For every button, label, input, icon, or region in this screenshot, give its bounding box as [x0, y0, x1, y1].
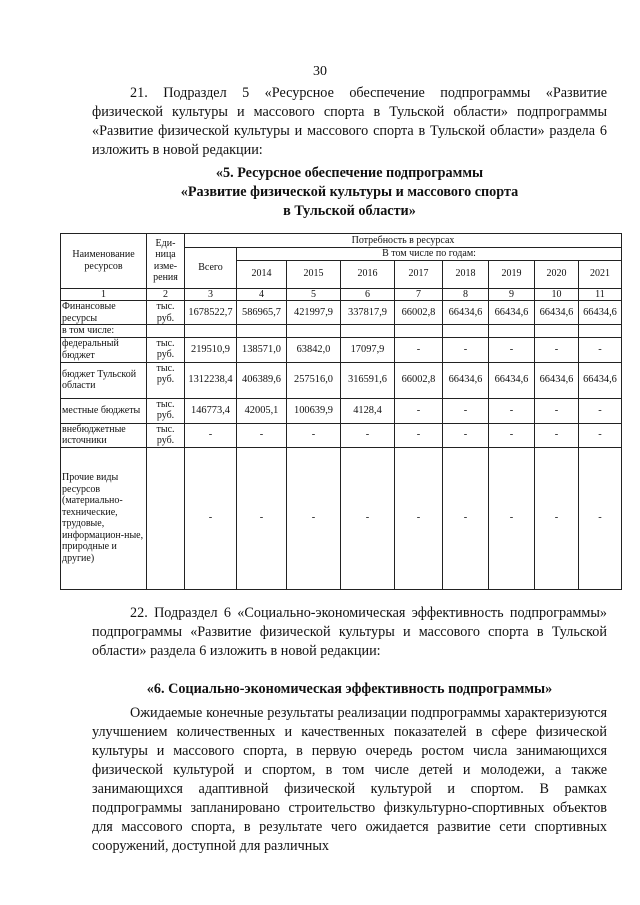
row-value: 316591,6 [341, 362, 395, 398]
row-value: - [443, 398, 489, 423]
row-value: 4128,4 [341, 398, 395, 423]
header-year: 2018 [443, 260, 489, 288]
row-value: - [443, 447, 489, 589]
row-value: 406389,6 [237, 362, 287, 398]
section-5-title-line-2: «Развитие физической культуры и массового спорта [180, 184, 519, 200]
row-value: 63842,0 [287, 337, 341, 362]
row-value: - [489, 398, 535, 423]
row-value: 66434,6 [443, 362, 489, 398]
table-row [61, 325, 622, 338]
row-value [395, 325, 443, 338]
row-value: 66434,6 [443, 301, 489, 325]
row-value: - [443, 337, 489, 362]
header-need: Потребность в ресурсах [185, 234, 622, 248]
row-value: 219510,9 [185, 337, 237, 362]
section-6-title: «6. Социально-экономическая эффективность подпрограммы» [146, 681, 553, 697]
row-value: - [579, 398, 622, 423]
header-unit: Еди- ница изме- рения [147, 234, 185, 289]
header-year: 2015 [287, 260, 341, 288]
row-value: - [535, 423, 579, 447]
row-value: 17097,9 [341, 337, 395, 362]
paragraph-expected-results: Ожидаемые конечные результаты реализации подпрограммы характеризуются улучшением количественных и качественных показателей в сфере физической культуры и массового спорта, в первую очередь ростом числа занимающихся физической культурой и спортом, в том числе детей и молодежи, а также занимающихся адаптивной физической культурой и спортом. В рамках подпрограммы запланировано строительство физкультурно-спортивных объектов для массового спорта, в результате чего ожидается развитие сети спортивных сооружений, доступной для различных [92, 705, 607, 854]
section-5-title [92, 164, 607, 221]
table-row [61, 447, 622, 589]
row-value [535, 325, 579, 338]
row-value: 138571,0 [237, 337, 287, 362]
row-value: 257516,0 [287, 362, 341, 398]
row-unit: тыс. руб. [147, 423, 185, 447]
row-resource-name: в том числе: [61, 325, 147, 338]
row-resource-name: Прочие виды ресурсов (материально-технические, трудовые, информацион-ные, природные и другие) [61, 447, 147, 589]
row-value: - [489, 447, 535, 589]
header-year: 2017 [395, 260, 443, 288]
row-value [579, 325, 622, 338]
row-value: 66434,6 [489, 301, 535, 325]
row-unit: тыс. руб. [147, 398, 185, 423]
page-number: 30 [313, 64, 327, 79]
column-number: 3 [185, 288, 237, 301]
paragraph-21: 21. Подраздел 5 «Ресурсное обеспечение подпрограммы «Развитие физической культуры и массового спорта в Тульской области» подпрограммы «Развитие физической культуры и массового спорта в Тульской области» раздела 6 изложить в новой редакции: [92, 85, 607, 158]
paragraph-22: 22. Подраздел 6 «Социально-экономическая эффективность подпрограммы» подпрограммы «Развитие физической культуры и массового спорта в Тульской области» раздела 6 изложить в новой редакции: [92, 605, 607, 659]
row-unit: тыс. руб. [147, 337, 185, 362]
column-number: 2 [147, 288, 185, 301]
row-value: 66434,6 [489, 362, 535, 398]
column-number: 8 [443, 288, 489, 301]
row-value: 66002,8 [395, 301, 443, 325]
row-value: 66434,6 [579, 301, 622, 325]
row-resource-name: местные бюджеты [61, 398, 147, 423]
column-number: 4 [237, 288, 287, 301]
row-unit [147, 447, 185, 589]
row-value: - [395, 398, 443, 423]
row-value: 337817,9 [341, 301, 395, 325]
section-5-title-line-1: «5. Ресурсное обеспечение подпрограммы [215, 165, 484, 181]
row-value: - [489, 337, 535, 362]
row-value: - [579, 423, 622, 447]
column-number: 11 [579, 288, 622, 301]
row-unit: тыс. руб. [147, 301, 185, 325]
column-number: 6 [341, 288, 395, 301]
column-number: 7 [395, 288, 443, 301]
table-row [61, 423, 622, 447]
table-row [61, 362, 622, 398]
header-by-years: В том числе по годам: [237, 248, 622, 261]
row-unit: тыс. руб. [147, 362, 185, 398]
row-value: - [185, 423, 237, 447]
row-value [341, 325, 395, 338]
table-row [61, 301, 622, 325]
row-value: 1678522,7 [185, 301, 237, 325]
row-value: - [489, 423, 535, 447]
header-year: 2014 [237, 260, 287, 288]
table-row [61, 398, 622, 423]
row-resource-name: внебюджетные источники [61, 423, 147, 447]
row-value: - [237, 447, 287, 589]
column-number: 1 [61, 288, 147, 301]
row-value: - [395, 337, 443, 362]
column-numbers-row [61, 288, 622, 301]
resources-table [60, 233, 622, 590]
header-year: 2016 [341, 260, 395, 288]
row-value: - [237, 423, 287, 447]
row-value: - [395, 447, 443, 589]
row-value: - [535, 447, 579, 589]
header-year: 2021 [579, 260, 622, 288]
header-resource-name: Наименование ресурсов [61, 234, 147, 289]
row-value: - [395, 423, 443, 447]
row-value: - [341, 423, 395, 447]
section-5-title-line-3: в Тульской области» [283, 203, 416, 219]
row-unit [147, 325, 185, 338]
column-number: 5 [287, 288, 341, 301]
column-number: 10 [535, 288, 579, 301]
row-value [185, 325, 237, 338]
row-value: - [535, 398, 579, 423]
row-value: - [535, 337, 579, 362]
row-value: 421997,9 [287, 301, 341, 325]
header-year: 2020 [535, 260, 579, 288]
row-value: 66002,8 [395, 362, 443, 398]
row-value: - [579, 447, 622, 589]
row-value: - [287, 423, 341, 447]
row-value: 66434,6 [535, 362, 579, 398]
row-value [237, 325, 287, 338]
row-value: - [579, 337, 622, 362]
row-value [489, 325, 535, 338]
row-value: 42005,1 [237, 398, 287, 423]
header-total: Всего [185, 248, 237, 289]
row-value: 586965,7 [237, 301, 287, 325]
row-resource-name: Финансовые ресурсы [61, 301, 147, 325]
row-value [443, 325, 489, 338]
row-value: - [185, 447, 237, 589]
row-value: - [341, 447, 395, 589]
row-resource-name: федеральный бюджет [61, 337, 147, 362]
column-number: 9 [489, 288, 535, 301]
row-value: 66434,6 [535, 301, 579, 325]
table-row [61, 337, 622, 362]
header-year: 2019 [489, 260, 535, 288]
row-value: 66434,6 [579, 362, 622, 398]
row-value: 100639,9 [287, 398, 341, 423]
row-value: 1312238,4 [185, 362, 237, 398]
row-value [287, 325, 341, 338]
row-value: - [443, 423, 489, 447]
row-resource-name: бюджет Тульской области [61, 362, 147, 398]
row-value: - [287, 447, 341, 589]
row-value: 146773,4 [185, 398, 237, 423]
